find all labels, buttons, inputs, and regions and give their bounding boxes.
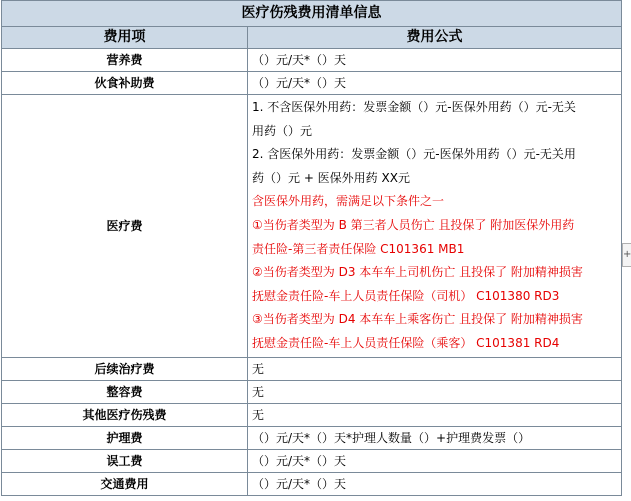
table-row-follow-up bbox=[2, 357, 622, 380]
medical-condition-line: ②当伤者类型为 D3 本车车上司机伤亡 且投保了 附加精神损害 bbox=[252, 265, 583, 280]
row-formula: （）元/天*（）天 bbox=[248, 472, 622, 495]
table-row-other-medical bbox=[2, 403, 622, 426]
medical-condition-line: ③当伤者类型为 D4 本车车上乘客伤亡 且投保了 附加精神损害 bbox=[252, 312, 583, 327]
row-label: 交通费用 bbox=[2, 472, 248, 495]
row-formula: （）元/天*（）天 bbox=[248, 49, 622, 72]
header-formula: 费用公式 bbox=[248, 27, 622, 49]
medical-line: 1. 不含医保外用药：发票金额（）元-医保外用药（）元-无关 bbox=[252, 100, 576, 114]
row-label: 护理费 bbox=[2, 426, 248, 449]
header-item: 费用项 bbox=[2, 27, 248, 49]
table-row-transport bbox=[2, 472, 622, 495]
row-formula: 无 bbox=[248, 403, 622, 426]
table-row-nutrition bbox=[2, 49, 622, 72]
medical-line: 2. 含医保外用药：发票金额（）元-医保外用药（）元-无关用 bbox=[252, 147, 576, 162]
row-formula: 无 bbox=[248, 380, 622, 403]
medical-condition-line: 含医保外用药，需满足以下条件之一 bbox=[252, 194, 445, 209]
row-label: 其他医疗伤残费 bbox=[2, 403, 248, 426]
table-title: 医疗伤残费用清单信息 bbox=[2, 1, 622, 27]
medical-condition-line: 抚慰金责任险-车上人员责任保险（司机） C101380 RD3 bbox=[252, 288, 560, 303]
row-label: 误工费 bbox=[2, 449, 248, 472]
medical-formula-cell bbox=[248, 95, 622, 358]
row-label: 整容费 bbox=[2, 380, 248, 403]
row-label: 后续治疗费 bbox=[2, 357, 248, 380]
medical-line: 药（）元 + 医保外用药 XX元 bbox=[252, 170, 410, 185]
medical-condition-line: 责任险-第三者责任保险 C101361 MB1 bbox=[252, 241, 465, 256]
table-row-nursing bbox=[2, 426, 622, 449]
table-row-medical bbox=[2, 95, 622, 358]
expand-toggle-button[interactable]: + bbox=[622, 243, 631, 267]
row-label: 伙食补助费 bbox=[2, 72, 248, 95]
row-formula: （）元/天*（）天*护理人数量（）+护理费发票（） bbox=[248, 426, 622, 449]
table-row-meal-subsidy bbox=[2, 72, 622, 95]
row-formula: （）元/天*（）天 bbox=[248, 449, 622, 472]
row-label: 医疗费 bbox=[2, 95, 248, 358]
table-row-lost-work bbox=[2, 449, 622, 472]
medical-condition-line: 抚慰金责任险-车上人员责任保险（乘客） C101381 RD4 bbox=[252, 335, 560, 350]
table-row-cosmetic bbox=[2, 380, 622, 403]
row-formula: 无 bbox=[248, 357, 622, 380]
medical-condition-line: ①当伤者类型为 B 第三者人员伤亡 且投保了 附加医保外用药 bbox=[252, 217, 575, 232]
row-formula: （）元/天*（）天 bbox=[248, 72, 622, 95]
expense-table bbox=[1, 0, 622, 496]
row-label: 营养费 bbox=[2, 49, 248, 72]
medical-line: 用药（）元 bbox=[252, 123, 313, 138]
